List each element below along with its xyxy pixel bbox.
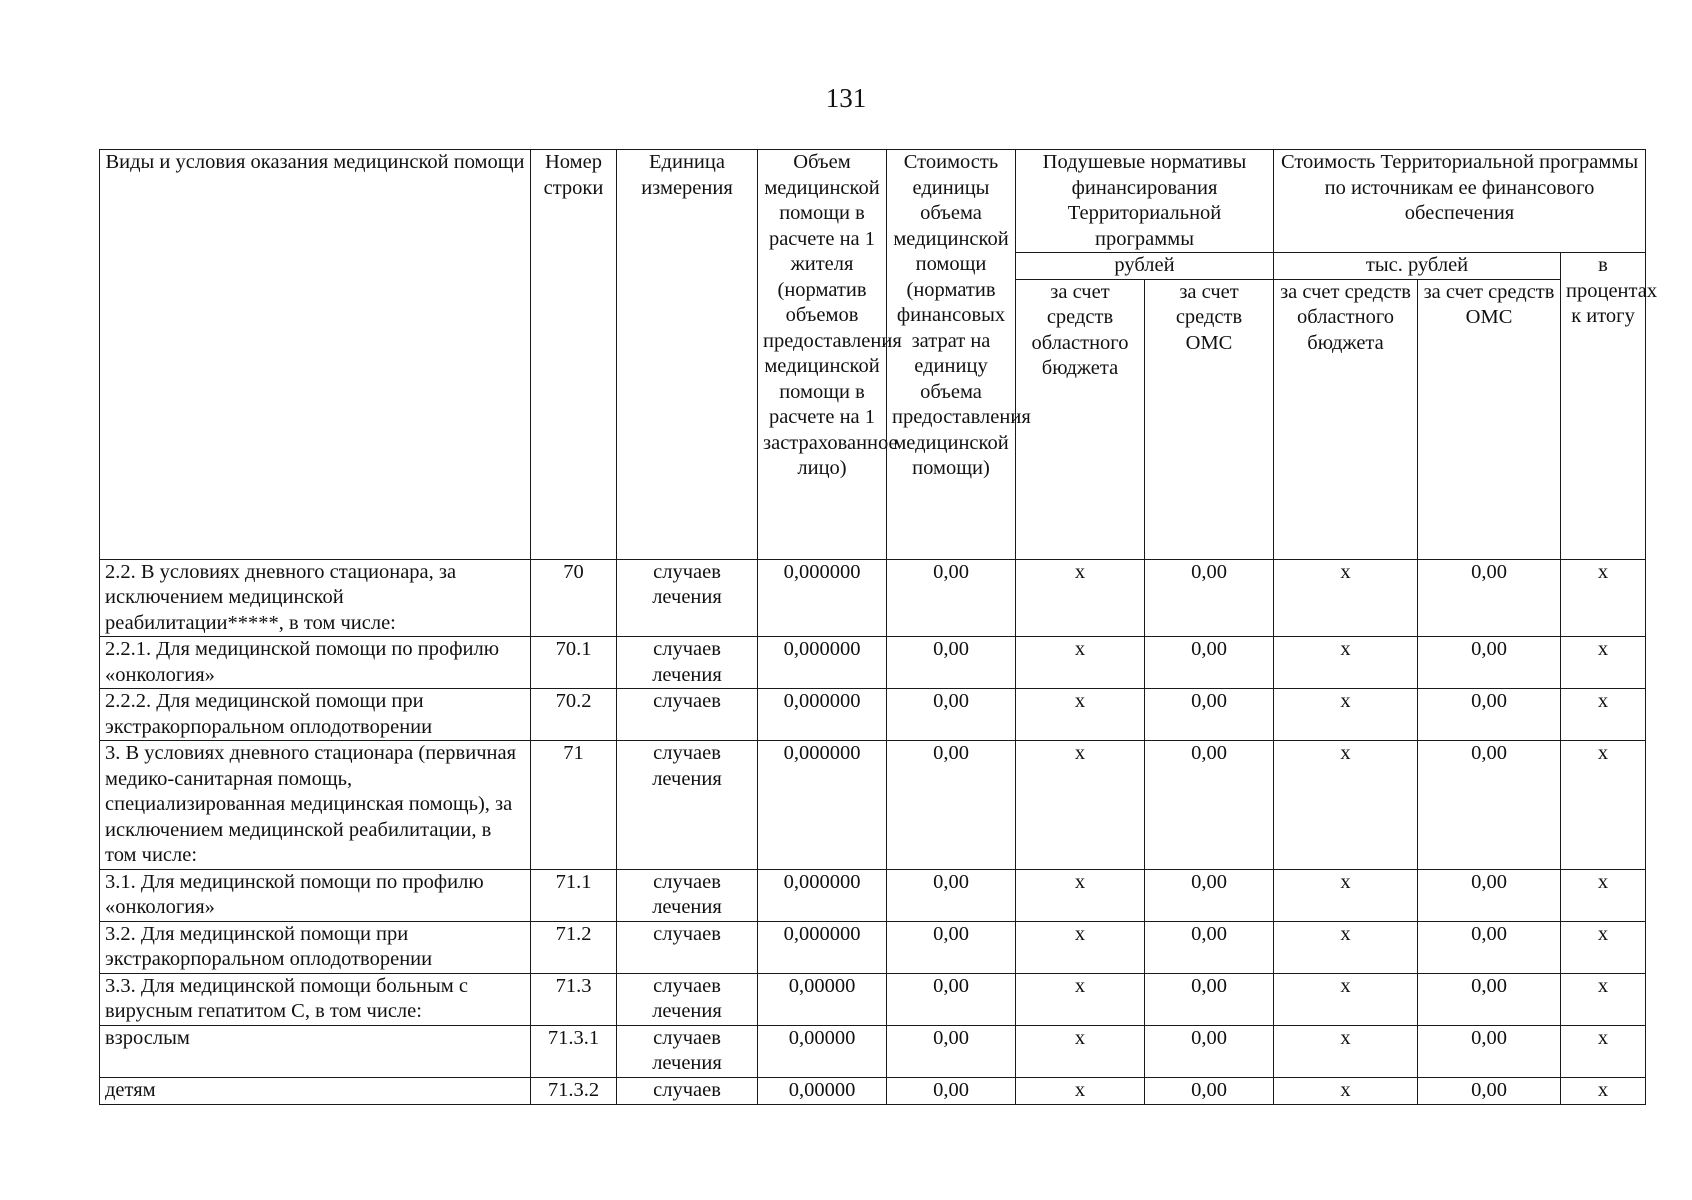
row-pc-oms: 0,00 <box>1145 689 1274 741</box>
row-pr-oms: 0,00 <box>1418 869 1561 921</box>
row-pr-oms: 0,00 <box>1418 559 1561 637</box>
row-name: 2.2.2. Для медицинской помощи при экстракорпоральном оплодотворении <box>100 689 531 741</box>
row-volume: 0,000000 <box>758 921 887 973</box>
row-pc-budget: х <box>1016 559 1145 637</box>
row-name: взрослым <box>100 1025 531 1077</box>
row-cost: 0,00 <box>887 637 1016 689</box>
header-pr-regional-budget: за счет средств областного бюджета <box>1274 279 1418 559</box>
row-pr-oms: 0,00 <box>1418 637 1561 689</box>
row-pr-budget: х <box>1274 869 1418 921</box>
row-volume: 0,000000 <box>758 689 887 741</box>
table-row <box>100 741 1646 870</box>
row-number: 71.3 <box>531 973 617 1025</box>
row-number: 71.2 <box>531 921 617 973</box>
header-unit: Единица измерения <box>617 150 758 560</box>
row-pc-budget: х <box>1016 689 1145 741</box>
row-name: 2.2. В условиях дневного стационара, за исключением медицинской реабилитации*****, в том числе: <box>100 559 531 637</box>
row-number: 71 <box>531 741 617 870</box>
row-pr-budget: х <box>1274 1077 1418 1104</box>
row-pr-oms: 0,00 <box>1418 1077 1561 1104</box>
header-volume: Объем медицинской помощи в расчете на 1 жителя (норматив объемов предоставления медицинской помощи в расчете на 1 застрахованное лицо) <box>758 150 887 560</box>
row-pr-budget: х <box>1274 637 1418 689</box>
page-number: 131 <box>825 83 867 113</box>
row-pc-budget: х <box>1016 741 1145 870</box>
row-pr-percent: х <box>1561 637 1646 689</box>
row-number: 70.2 <box>531 689 617 741</box>
row-pr-oms: 0,00 <box>1418 689 1561 741</box>
row-pc-oms: 0,00 <box>1145 637 1274 689</box>
row-number: 70.1 <box>531 637 617 689</box>
row-number: 71.3.2 <box>531 1077 617 1104</box>
row-pc-budget: х <box>1016 973 1145 1025</box>
header-thousand-rubles: тыс. рублей <box>1274 253 1561 280</box>
row-unit: случаев лечения <box>617 741 758 870</box>
header-rubles: рублей <box>1016 253 1274 280</box>
table-row <box>100 973 1646 1025</box>
row-unit: случаев лечения <box>617 637 758 689</box>
row-number: 70 <box>531 559 617 637</box>
row-cost: 0,00 <box>887 1077 1016 1104</box>
row-pc-oms: 0,00 <box>1145 869 1274 921</box>
row-cost: 0,00 <box>887 689 1016 741</box>
row-pr-percent: х <box>1561 559 1646 637</box>
row-volume: 0,000000 <box>758 741 887 870</box>
row-name: 2.2.1. Для медицинской помощи по профилю «онкология» <box>100 637 531 689</box>
row-volume: 0,00000 <box>758 1025 887 1077</box>
row-pc-budget: х <box>1016 637 1145 689</box>
row-pc-budget: х <box>1016 1025 1145 1077</box>
row-pr-percent: х <box>1561 689 1646 741</box>
header-type: Виды и условия оказания медицинской помощи <box>100 150 531 560</box>
row-unit: случаев <box>617 689 758 741</box>
row-volume: 0,000000 <box>758 869 887 921</box>
table-row <box>100 869 1646 921</box>
table-row <box>100 1077 1646 1104</box>
row-pc-oms: 0,00 <box>1145 559 1274 637</box>
row-number: 71.1 <box>531 869 617 921</box>
header-program-cost: Стоимость Территориальной программы по источникам ее финансового обеспечения <box>1274 150 1646 253</box>
row-unit: случаев <box>617 921 758 973</box>
header-pc-oms: за счет средств ОМС <box>1145 279 1274 559</box>
row-name: 3.3. Для медицинской помощи больным с вирусным гепатитом С, в том числе: <box>100 973 531 1025</box>
table-row <box>100 921 1646 973</box>
header-pc-regional-budget: за счет средств областного бюджета <box>1016 279 1145 559</box>
row-unit: случаев лечения <box>617 1025 758 1077</box>
row-pr-percent: х <box>1561 869 1646 921</box>
row-unit: случаев лечения <box>617 973 758 1025</box>
row-pr-budget: х <box>1274 973 1418 1025</box>
row-pr-budget: х <box>1274 1025 1418 1077</box>
row-pc-oms: 0,00 <box>1145 921 1274 973</box>
row-pr-oms: 0,00 <box>1418 741 1561 870</box>
table-row <box>100 637 1646 689</box>
row-cost: 0,00 <box>887 869 1016 921</box>
row-pr-percent: х <box>1561 1077 1646 1104</box>
row-cost: 0,00 <box>887 921 1016 973</box>
table-row <box>100 689 1646 741</box>
table-row <box>100 559 1646 637</box>
row-pr-percent: х <box>1561 1025 1646 1077</box>
row-number: 71.3.1 <box>531 1025 617 1077</box>
row-pr-budget: х <box>1274 921 1418 973</box>
row-pr-oms: 0,00 <box>1418 973 1561 1025</box>
row-unit: случаев лечения <box>617 559 758 637</box>
header-unit-cost: Стоимость единицы объема медицинской помощи (норматив финансовых затрат на единицу объема предоставления медицинской помощи) <box>887 150 1016 560</box>
row-pr-oms: 0,00 <box>1418 921 1561 973</box>
medical-care-cost-table <box>99 149 1658 1105</box>
row-cost: 0,00 <box>887 1025 1016 1077</box>
row-unit: случаев лечения <box>617 869 758 921</box>
row-name: 3.1. Для медицинской помощи по профилю «онкология» <box>100 869 531 921</box>
row-cost: 0,00 <box>887 973 1016 1025</box>
row-name: 3.2. Для медицинской помощи при экстракорпоральном оплодотворении <box>100 921 531 973</box>
header-percent: в процентах к итогу <box>1561 253 1646 560</box>
row-pc-oms: 0,00 <box>1145 1025 1274 1077</box>
row-pc-oms: 0,00 <box>1145 973 1274 1025</box>
row-pc-budget: х <box>1016 921 1145 973</box>
row-volume: 0,00000 <box>758 973 887 1025</box>
row-cost: 0,00 <box>887 741 1016 870</box>
row-pr-budget: х <box>1274 559 1418 637</box>
row-pr-percent: х <box>1561 741 1646 870</box>
row-pc-oms: 0,00 <box>1145 1077 1274 1104</box>
row-cost: 0,00 <box>887 559 1016 637</box>
row-name: 3. В условиях дневного стационара (первичная медико-санитарная помощь, специализированная медицинская помощь), за исключением медицинской реабилитации, в том числе: <box>100 741 531 870</box>
row-volume: 0,00000 <box>758 1077 887 1104</box>
row-pc-oms: 0,00 <box>1145 741 1274 870</box>
row-pc-budget: х <box>1016 869 1145 921</box>
row-pr-budget: х <box>1274 689 1418 741</box>
row-pr-percent: х <box>1561 973 1646 1025</box>
row-unit: случаев <box>617 1077 758 1104</box>
row-pr-budget: х <box>1274 741 1418 870</box>
row-pc-budget: х <box>1016 1077 1145 1104</box>
table-row <box>100 1025 1646 1077</box>
row-pr-oms: 0,00 <box>1418 1025 1561 1077</box>
header-pr-oms: за счет средств ОМС <box>1418 279 1561 559</box>
header-per-capita: Подушевые нормативы финансирования Территориальной программы <box>1016 150 1274 253</box>
row-name: детям <box>100 1077 531 1104</box>
row-volume: 0,000000 <box>758 637 887 689</box>
header-row-number: Номер строки <box>531 150 617 560</box>
row-pr-percent: х <box>1561 921 1646 973</box>
row-volume: 0,000000 <box>758 559 887 637</box>
